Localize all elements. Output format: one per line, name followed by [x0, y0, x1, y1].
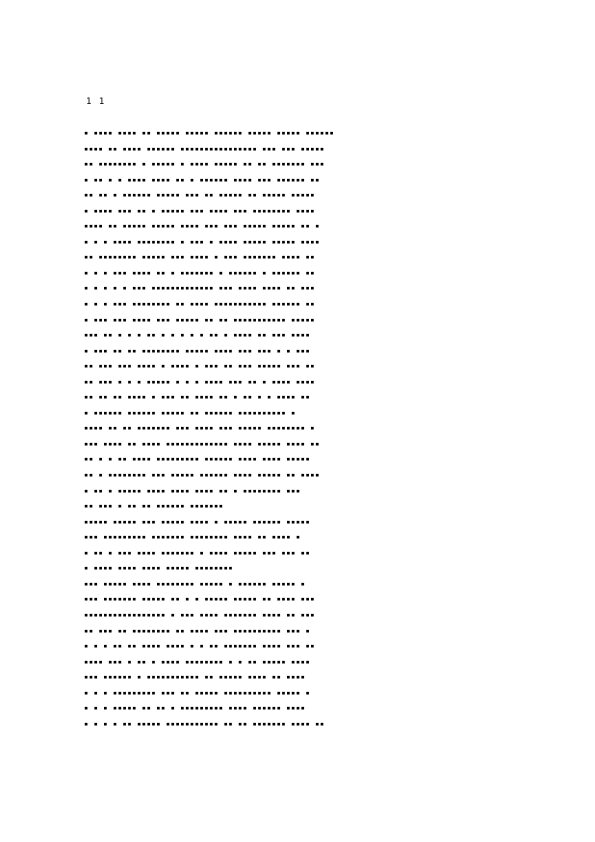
text-line: ▪▪▪ ▪▪▪▪▪▪ ▪ ▪▪▪▪▪▪▪▪▪▪▪ ▪▪ ▪▪▪▪▪ ▪▪▪▪ ▪▪ ▪▪▪▪ — [84, 673, 306, 682]
text-line: ▪▪▪ ▪▪▪▪▪▪▪▪▪ ▪▪▪▪▪▪▪ ▪▪▪▪▪▪▪▪ ▪▪▪▪ ▪▪ ▪▪▪▪ ▪ — [84, 533, 301, 542]
text-line: ▪ ▪▪▪▪▪▪ ▪▪▪▪▪▪ ▪▪▪▪▪ ▪▪ ▪▪▪▪▪▪ ▪▪▪▪▪▪▪▪▪▪ ▪ — [84, 408, 296, 417]
text-line: ▪▪▪ ▪▪▪▪▪▪▪ ▪▪▪▪▪ ▪▪ ▪ ▪ ▪▪▪▪▪ ▪▪▪▪▪ ▪▪ ▪▪▪▪ ▪▪▪ — [84, 595, 316, 604]
text-line: ▪▪ ▪▪▪▪▪▪▪▪ ▪ ▪▪▪▪▪ ▪ ▪▪▪▪ ▪▪▪▪▪ ▪▪ ▪▪ ▪▪▪▪▪▪▪ ▪▪▪ — [84, 160, 325, 169]
text-line: ▪▪▪▪▪▪▪▪▪▪▪▪▪▪▪▪▪ ▪ ▪▪▪ ▪▪▪▪ ▪▪▪▪▪▪▪ ▪▪▪▪ ▪▪ ▪▪▪ — [84, 610, 316, 619]
text-line: ▪▪▪ ▪▪▪▪ ▪▪ ▪▪▪▪ ▪▪▪▪▪▪▪▪▪▪▪▪▪ ▪▪▪▪ ▪▪▪▪▪ ▪▪▪▪ ▪▪ — [84, 439, 320, 448]
text-line: ▪ ▪ ▪ ▪ ▪▪ ▪▪▪▪▪ ▪▪▪▪▪▪▪▪▪▪▪ ▪▪ ▪▪ ▪▪▪▪▪▪▪ ▪▪▪▪ ▪▪ — [84, 719, 325, 728]
text-line: ▪▪▪▪ ▪▪▪ ▪ ▪▪ ▪ ▪▪▪▪ ▪▪▪▪▪▪▪▪ ▪ ▪ ▪▪ ▪▪▪▪▪ ▪▪▪▪ — [84, 657, 311, 666]
text-line: ▪ ▪▪▪ ▪▪▪ ▪▪▪▪ ▪▪▪ ▪▪▪▪▪ ▪▪ ▪▪ ▪▪▪▪▪▪▪▪▪▪▪ ▪▪▪▪▪ — [84, 315, 316, 324]
page-number: 1 1 — [86, 97, 106, 107]
text-line: ▪▪ ▪▪▪ ▪ ▪ ▪ ▪▪▪▪▪ ▪ ▪ ▪ ▪▪▪▪ ▪▪▪ ▪▪ ▪ ▪▪▪▪ ▪▪▪▪ — [84, 377, 316, 386]
text-line: ▪▪ ▪▪▪ ▪ ▪▪ ▪▪ ▪▪▪▪▪▪ ▪▪▪▪▪▪▪ — [84, 502, 224, 511]
text-line: ▪▪▪▪▪ ▪▪▪▪▪ ▪▪▪ ▪▪▪▪▪ ▪▪▪▪ ▪ ▪▪▪▪▪ ▪▪▪▪▪▪ ▪▪▪▪▪ — [84, 517, 311, 526]
text-line: ▪ ▪▪ ▪ ▪▪▪ ▪▪▪▪ ▪▪▪▪▪▪▪ ▪ ▪▪▪▪ ▪▪▪▪▪ ▪▪▪ ▪▪▪ ▪▪ — [84, 548, 311, 557]
text-line: ▪▪▪ ▪▪▪▪▪ ▪▪▪▪ ▪▪▪▪▪▪▪▪ ▪▪▪▪▪ ▪ ▪▪▪▪▪▪ ▪▪▪▪▪ ▪ — [84, 579, 306, 588]
text-line: ▪ ▪▪▪ ▪▪ ▪▪ ▪▪▪▪▪▪▪▪ ▪▪▪▪▪ ▪▪▪▪ ▪▪▪ ▪▪▪ ▪ ▪ ▪▪▪ — [84, 346, 311, 355]
text-line: ▪ ▪ ▪ ▪▪▪ ▪▪▪▪ ▪▪ ▪ ▪▪▪▪▪▪▪ ▪ ▪▪▪▪▪▪ ▪ ▪▪▪▪▪▪ ▪▪ — [84, 268, 316, 277]
text-line: ▪▪ ▪▪▪ ▪▪ ▪▪▪▪▪▪▪▪ ▪▪ ▪▪▪▪ ▪▪▪ ▪▪▪▪▪▪▪▪▪▪ ▪▪▪ ▪ — [84, 626, 311, 635]
text-line: ▪▪ ▪▪ ▪ ▪▪▪▪▪▪ ▪▪▪▪▪ ▪▪▪ ▪▪ ▪▪▪▪▪ ▪▪ ▪▪▪▪▪ ▪▪▪▪▪ — [84, 191, 316, 200]
text-line: ▪ ▪▪ ▪ ▪▪▪▪▪ ▪▪▪▪ ▪▪▪▪ ▪▪▪▪ ▪▪ ▪ ▪▪▪▪▪▪▪▪ ▪▪▪ — [84, 486, 301, 495]
text-line: ▪▪ ▪ ▪ ▪▪ ▪▪▪▪ ▪▪▪▪▪▪▪▪▪ ▪▪▪▪▪▪ ▪▪▪▪ ▪▪▪▪ ▪▪▪▪▪ — [84, 455, 311, 464]
text-line: ▪▪▪▪ ▪▪ ▪▪ ▪▪▪▪▪▪▪ ▪▪▪ ▪▪▪▪ ▪▪▪ ▪▪▪▪▪ ▪▪▪▪▪▪▪▪ ▪ — [84, 424, 316, 433]
text-line: ▪▪ ▪ ▪▪▪▪▪▪▪▪ ▪▪▪ ▪▪▪▪▪ ▪▪▪▪▪▪ ▪▪▪▪ ▪▪▪▪▪ ▪▪ ▪▪▪▪ — [84, 471, 320, 480]
text-line: ▪ ▪ ▪ ▪▪▪▪ ▪▪▪▪▪▪▪▪ ▪ ▪▪▪ ▪ ▪▪▪▪ ▪▪▪▪▪ ▪▪▪▪▪ ▪▪▪▪ — [84, 237, 320, 246]
text-line: ▪ ▪ ▪ ▪▪ ▪▪ ▪▪▪▪ ▪▪▪▪ ▪ ▪ ▪▪ ▪▪▪▪▪▪▪ ▪▪▪▪ ▪▪▪ ▪▪ — [84, 642, 316, 651]
text-line: ▪ ▪ ▪ ▪▪▪ ▪▪▪▪▪▪▪▪ ▪▪ ▪▪▪▪ ▪▪▪▪▪▪▪▪▪▪▪ ▪▪▪▪▪▪ ▪▪ — [84, 300, 316, 309]
text-line: ▪▪ ▪▪▪▪▪▪▪▪ ▪▪▪▪▪ ▪▪▪ ▪▪▪▪ ▪ ▪▪▪ ▪▪▪▪▪▪▪ ▪▪▪▪ ▪▪ — [84, 253, 316, 262]
text-line: ▪ ▪ ▪ ▪▪▪▪▪▪▪▪▪ ▪▪▪ ▪▪ ▪▪▪▪▪ ▪▪▪▪▪▪▪▪▪▪ ▪▪▪▪▪ ▪ — [84, 688, 311, 697]
text-line: ▪ ▪ ▪ ▪ ▪ ▪▪▪ ▪▪▪▪▪▪▪▪▪▪▪▪▪ ▪▪▪ ▪▪▪▪ ▪▪▪▪ ▪▪ ▪▪▪ — [84, 284, 316, 293]
text-line: ▪▪▪▪ ▪▪ ▪▪▪▪ ▪▪▪▪▪▪ ▪▪▪▪▪▪▪▪▪▪▪▪▪▪▪▪ ▪▪▪ ▪▪▪ ▪▪▪▪▪ — [84, 144, 325, 153]
text-line: ▪ ▪▪ ▪ ▪ ▪▪▪▪ ▪▪▪▪ ▪▪ ▪ ▪▪▪▪▪▪ ▪▪▪▪ ▪▪▪ ▪▪▪▪▪▪ ▪▪ — [84, 175, 320, 184]
body-text — [84, 126, 510, 732]
text-line: ▪ ▪▪▪▪ ▪▪▪ ▪▪ ▪ ▪▪▪▪▪ ▪▪▪ ▪▪▪▪ ▪▪▪ ▪▪▪▪▪▪▪▪ ▪▪▪▪ — [84, 206, 316, 215]
text-line: ▪▪ ▪▪▪ ▪▪▪ ▪▪▪▪ ▪ ▪▪▪▪ ▪ ▪▪▪ ▪▪ ▪▪▪ ▪▪▪▪▪ ▪▪▪ ▪▪ — [84, 362, 316, 371]
text-line: ▪▪▪ ▪▪ ▪ ▪ ▪ ▪▪ ▪ ▪ ▪ ▪ ▪ ▪▪ ▪ ▪▪▪▪ ▪▪ ▪▪▪ ▪▪▪▪ — [84, 331, 311, 340]
text-line: ▪ ▪▪▪▪ ▪▪▪▪ ▪▪▪▪ ▪▪▪▪▪ ▪▪▪▪▪▪▪▪ — [84, 564, 234, 573]
text-line: ▪ ▪▪▪▪ ▪▪▪▪ ▪▪ ▪▪▪▪▪ ▪▪▪▪▪ ▪▪▪▪▪▪ ▪▪▪▪▪ ▪▪▪▪▪ ▪▪▪▪▪▪ — [84, 129, 335, 137]
text-line: ▪▪ ▪▪ ▪▪ ▪▪▪▪ ▪ ▪▪▪ ▪▪ ▪▪▪▪ ▪▪ ▪ ▪▪ ▪ ▪ ▪▪▪▪ ▪▪ — [84, 393, 311, 402]
text-line: ▪ ▪ ▪ ▪▪▪▪▪ ▪▪ ▪▪ ▪ ▪▪▪▪▪▪▪▪▪ ▪▪▪▪ ▪▪▪▪▪▪ ▪▪▪▪ — [84, 704, 306, 713]
text-line: ▪▪▪▪ ▪▪ ▪▪▪▪▪ ▪▪▪▪▪ ▪▪▪▪ ▪▪▪ ▪▪▪ ▪▪▪▪▪ ▪▪▪▪▪ ▪▪ ▪ — [84, 222, 320, 231]
